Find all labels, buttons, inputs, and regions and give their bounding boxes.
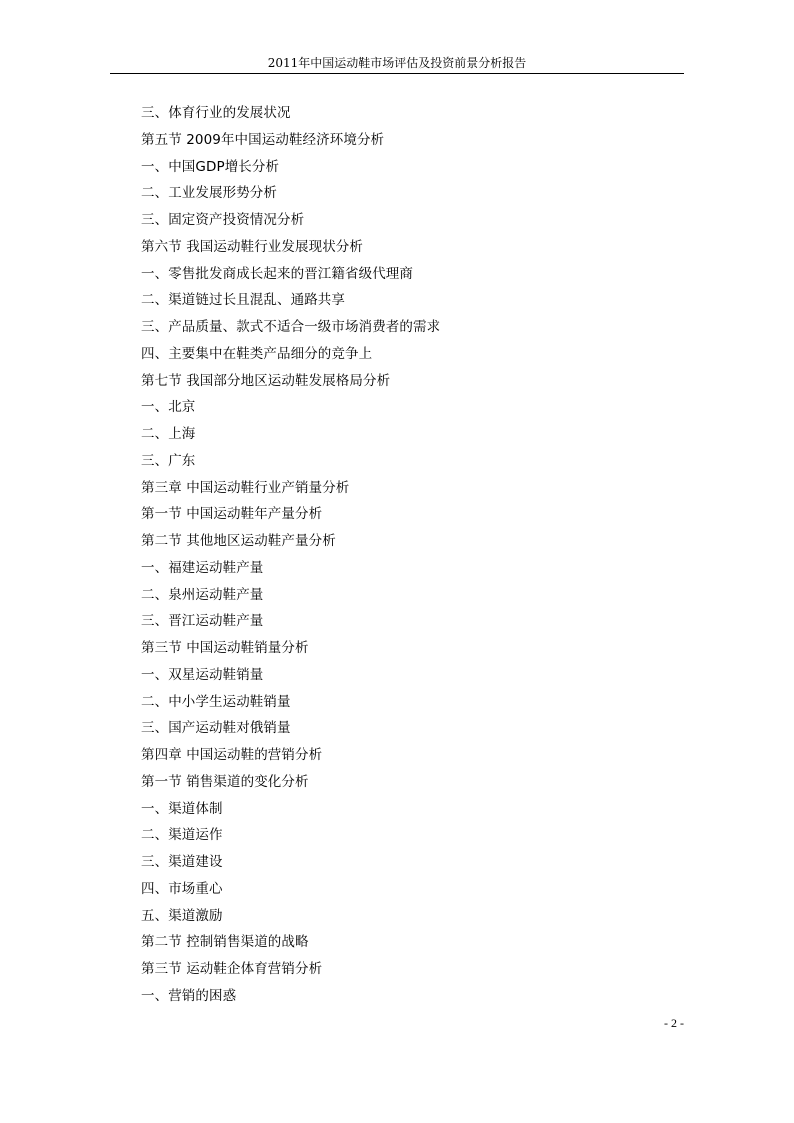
- toc-entry: 第六节 我国运动鞋行业发展现状分析: [141, 238, 363, 255]
- toc-entry: 二、中小学生运动鞋销量: [141, 693, 291, 710]
- toc-entry: 第四章 中国运动鞋的营销分析: [141, 747, 323, 763]
- toc-entry: 四、市场重心: [141, 880, 223, 897]
- toc-entry: 三、广东: [141, 452, 196, 469]
- toc-entry: 第一节 中国运动鞋年产量分析: [141, 506, 323, 523]
- toc-entry: 五、渠道激励: [141, 907, 223, 924]
- toc-entry: 一、福建运动鞋产量: [141, 559, 264, 576]
- toc-entry: 第一节 销售渠道的变化分析: [141, 773, 309, 790]
- toc-entry: 二、工业发展形势分析: [141, 185, 277, 202]
- toc-entry: 一、中国GDP增长分析: [141, 158, 280, 175]
- table-of-contents: [141, 100, 440, 1010]
- toc-entry: 一、零售批发商成长起来的晋江籍省级代理商: [141, 265, 413, 282]
- header-divider: [110, 73, 684, 74]
- toc-entry: 三、国产运动鞋对俄销量: [141, 720, 291, 737]
- toc-entry: 四、主要集中在鞋类产品细分的竞争上: [141, 345, 373, 362]
- toc-entry: 第三节 中国运动鞋销量分析: [141, 640, 309, 656]
- toc-entry: 第七节 我国部分地区运动鞋发展格局分析: [141, 372, 391, 389]
- toc-entry: 第五节 2009年中国运动鞋经济环境分析: [141, 131, 385, 148]
- running-header-title: 2011年中国运动鞋市场评估及投资前景分析报告: [267, 56, 527, 70]
- toc-entry: 一、营销的困惑: [141, 987, 237, 1004]
- page-number: - 2 -: [664, 1016, 684, 1030]
- toc-entry: 三、渠道建设: [141, 854, 223, 870]
- toc-entry: 三、体育行业的发展状况: [141, 105, 291, 121]
- toc-entry: 一、北京: [141, 399, 196, 416]
- toc-entry: 三、产品质量、款式不适合一级市场消费者的需求: [141, 319, 441, 335]
- toc-entry: 二、泉州运动鞋产量: [141, 586, 264, 603]
- toc-entry: 一、双星运动鞋销量: [141, 666, 264, 683]
- toc-entry: 第二节 控制销售渠道的战略: [141, 934, 309, 951]
- toc-entry: 三、晋江运动鞋产量: [141, 613, 264, 630]
- toc-entry: 三、固定资产投资情况分析: [141, 212, 305, 228]
- toc-entry: 第三节 运动鞋企体育营销分析: [141, 961, 323, 977]
- toc-entry: 一、渠道体制: [141, 800, 223, 817]
- toc-entry: 二、渠道链过长且混乱、通路共享: [141, 292, 345, 309]
- toc-entry: 第三章 中国运动鞋行业产销量分析: [141, 479, 350, 496]
- toc-entry: 二、渠道运作: [141, 827, 223, 844]
- toc-entry: 二、上海: [141, 426, 196, 442]
- toc-entry: 第二节 其他地区运动鞋产量分析: [141, 533, 336, 549]
